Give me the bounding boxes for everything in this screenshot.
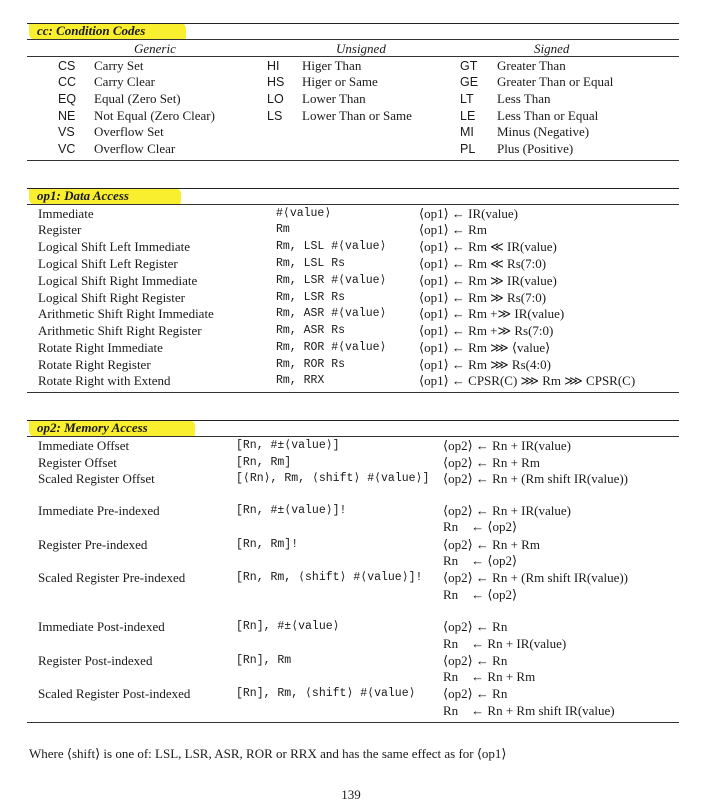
- op1-name: Logical Shift Right Register: [38, 290, 185, 305]
- op2-name: Immediate Pre-indexed: [38, 503, 160, 518]
- cc-code: HS: [267, 75, 285, 89]
- cc-code: LO: [267, 92, 284, 106]
- cc-desc: Lower Than or Same: [302, 108, 412, 123]
- op1-syntax: Rm, ASR Rs: [276, 324, 346, 337]
- op1-effect: ⟨op1⟩ ← IR(value): [419, 206, 518, 221]
- op2-effect-writeback: Rn ← Rn + Rm: [443, 669, 536, 684]
- op1-syntax: Rm, ROR Rs: [276, 358, 346, 371]
- op2-syntax: [Rn, Rm]!: [236, 538, 299, 551]
- op1-name: Rotate Right with Extend: [38, 373, 171, 388]
- op2-syntax: [Rn], Rm, ⟨shift⟩ #⟨value⟩: [236, 687, 416, 700]
- cc-desc: Greater Than: [497, 58, 566, 73]
- op2-name: Register Pre-indexed: [38, 537, 148, 552]
- cc-desc: Less Than: [497, 91, 551, 106]
- cc-code: VS: [58, 125, 75, 139]
- cc-code: GE: [460, 75, 479, 89]
- op1-name: Register: [38, 222, 82, 237]
- op2-syntax: [Rn], Rm: [236, 654, 292, 667]
- cc-desc: Carry Clear: [94, 74, 156, 89]
- op2-effect: ⟨op2⟩ ← Rn: [443, 686, 508, 701]
- op2-effect-writeback: Rn ← Rn + Rm shift IR(value): [443, 703, 615, 718]
- op1-syntax: Rm, LSL Rs: [276, 257, 346, 270]
- cc-desc: Plus (Positive): [497, 141, 574, 156]
- op1-name: Logical Shift Right Immediate: [38, 273, 198, 288]
- cc-desc: Greater Than or Equal: [497, 74, 614, 89]
- op2-syntax: [Rn, Rm]: [236, 456, 292, 469]
- op2-effect: ⟨op2⟩ ← Rn + IR(value): [443, 503, 571, 518]
- cc-desc: Overflow Clear: [94, 141, 176, 156]
- op1-effect: ⟨op1⟩ ← Rm +≫ Rs(7:0): [419, 323, 554, 338]
- cc-header-signed: Signed: [534, 41, 570, 56]
- cc-code: LE: [460, 109, 476, 123]
- op1-name: Logical Shift Left Register: [38, 256, 178, 271]
- op1-effect: ⟨op1⟩ ← Rm ⋙ Rs(4:0): [419, 357, 551, 372]
- op2-effect: ⟨op2⟩ ← Rn + IR(value): [443, 438, 571, 453]
- op1-section-title: op1: Data Access: [37, 188, 129, 203]
- cc-desc: Overflow Set: [94, 124, 164, 139]
- op1-name: Rotate Right Immediate: [38, 340, 163, 355]
- cc-header-rule: [27, 56, 679, 57]
- op2-syntax: [Rn, #±⟨value⟩]: [236, 439, 340, 452]
- cc-code: EQ: [58, 92, 77, 106]
- op2-name: Scaled Register Pre-indexed: [38, 570, 186, 585]
- cc-desc: Carry Set: [94, 58, 144, 73]
- op1-bottom-rule: [27, 392, 679, 393]
- op2-effect: ⟨op2⟩ ← Rn + (Rm shift IR(value)): [443, 570, 629, 585]
- op2-name: Immediate Offset: [38, 438, 130, 453]
- cc-code: LS: [267, 109, 283, 123]
- cc-code: VC: [58, 142, 76, 156]
- op2-name: Scaled Register Offset: [38, 471, 155, 486]
- op1-name: Logical Shift Left Immediate: [38, 239, 190, 254]
- op1-effect: ⟨op1⟩ ← Rm ⋙ ⟨value⟩: [419, 340, 551, 355]
- cc-code: CC: [58, 75, 77, 89]
- op2-effect-writeback: Rn ← ⟨op2⟩: [443, 587, 518, 602]
- op1-effect: ⟨op1⟩ ← Rm: [419, 222, 487, 237]
- op1-syntax: Rm: [276, 223, 290, 236]
- op1-effect: ⟨op1⟩ ← Rm ≫ Rs(7:0): [419, 290, 547, 305]
- page-number: 139: [341, 787, 361, 802]
- cc-desc: Less Than or Equal: [497, 108, 599, 123]
- op1-effect: ⟨op1⟩ ← CPSR(C) ⋙ Rm ⋙ CPSR(C): [419, 373, 636, 388]
- op2-effect: ⟨op2⟩ ← Rn + (Rm shift IR(value)): [443, 471, 629, 486]
- cc-code: PL: [460, 142, 476, 156]
- op2-effect: ⟨op2⟩ ← Rn + Rm: [443, 455, 540, 470]
- cc-code: CS: [58, 59, 76, 73]
- cc-code: LT: [460, 92, 474, 106]
- cc-desc: Higer or Same: [302, 74, 378, 89]
- op2-section-title: op2: Memory Access: [37, 420, 148, 435]
- op2-name: Scaled Register Post-indexed: [38, 686, 191, 701]
- cc-desc: Equal (Zero Set): [94, 91, 181, 106]
- cc-desc: Higer Than: [302, 58, 362, 73]
- op1-syntax: Rm, LSR #⟨value⟩: [276, 274, 387, 287]
- op2-syntax: [Rn, Rm, ⟨shift⟩ #⟨value⟩]!: [236, 571, 423, 584]
- op2-syntax: [⟨Rn⟩, Rm, ⟨shift⟩ #⟨value⟩]: [236, 472, 430, 485]
- op1-name: Arithmetic Shift Right Register: [38, 323, 202, 338]
- op2-name: Register Post-indexed: [38, 653, 153, 668]
- op1-effect: ⟨op1⟩ ← Rm ≫ IR(value): [419, 273, 557, 288]
- op1-syntax: Rm, LSR Rs: [276, 291, 346, 304]
- op1-name: Arithmetic Shift Right Immediate: [38, 306, 214, 321]
- op1-name: Immediate: [38, 206, 94, 221]
- op2-effect-writeback: Rn ← ⟨op2⟩: [443, 553, 518, 568]
- cc-title-rule: [27, 39, 679, 40]
- op2-effect: ⟨op2⟩ ← Rn: [443, 653, 508, 668]
- cc-code: GT: [460, 59, 478, 73]
- op2-name: Register Offset: [38, 455, 117, 470]
- op2-name: Immediate Post-indexed: [38, 619, 165, 634]
- op2-effect: ⟨op2⟩ ← Rn + Rm: [443, 537, 540, 552]
- cc-bottom-rule: [27, 160, 679, 161]
- op1-syntax: #⟨value⟩: [276, 207, 332, 220]
- op1-effect: ⟨op1⟩ ← Rm ≪ Rs(7:0): [419, 256, 547, 271]
- op1-syntax: Rm, ASR #⟨value⟩: [276, 307, 387, 320]
- cc-header-generic: Generic: [134, 41, 176, 56]
- op1-syntax: Rm, ROR #⟨value⟩: [276, 341, 387, 354]
- op1-title-rule: [27, 204, 679, 205]
- op2-syntax: [Rn, #±⟨value⟩]!: [236, 504, 347, 517]
- op2-title-rule: [27, 436, 679, 437]
- cc-desc: Not Equal (Zero Clear): [94, 108, 215, 123]
- shift-footnote: Where ⟨shift⟩ is one of: LSL, LSR, ASR, ROR or RRX and has the same effect as for ⟨op1⟩: [29, 746, 507, 761]
- op1-syntax: Rm, RRX: [276, 374, 325, 387]
- cc-desc: Minus (Negative): [497, 124, 590, 139]
- cc-code: MI: [460, 125, 474, 139]
- op2-bottom-rule: [27, 722, 679, 723]
- op1-syntax: Rm, LSL #⟨value⟩: [276, 240, 387, 253]
- op1-effect: ⟨op1⟩ ← Rm +≫ IR(value): [419, 306, 565, 321]
- op1-effect: ⟨op1⟩ ← Rm ≪ IR(value): [419, 239, 557, 254]
- op2-effect: ⟨op2⟩ ← Rn: [443, 619, 508, 634]
- op2-syntax: [Rn], #±⟨value⟩: [236, 620, 340, 633]
- cc-section-title: cc: Condition Codes: [37, 23, 146, 38]
- op1-name: Rotate Right Register: [38, 357, 151, 372]
- cc-code: NE: [58, 109, 76, 123]
- cc-code: HI: [267, 59, 280, 73]
- op2-effect-writeback: Rn ← Rn + IR(value): [443, 636, 567, 651]
- cc-desc: Lower Than: [302, 91, 366, 106]
- cc-header-unsigned: Unsigned: [336, 41, 386, 56]
- op2-effect-writeback: Rn ← ⟨op2⟩: [443, 519, 518, 534]
